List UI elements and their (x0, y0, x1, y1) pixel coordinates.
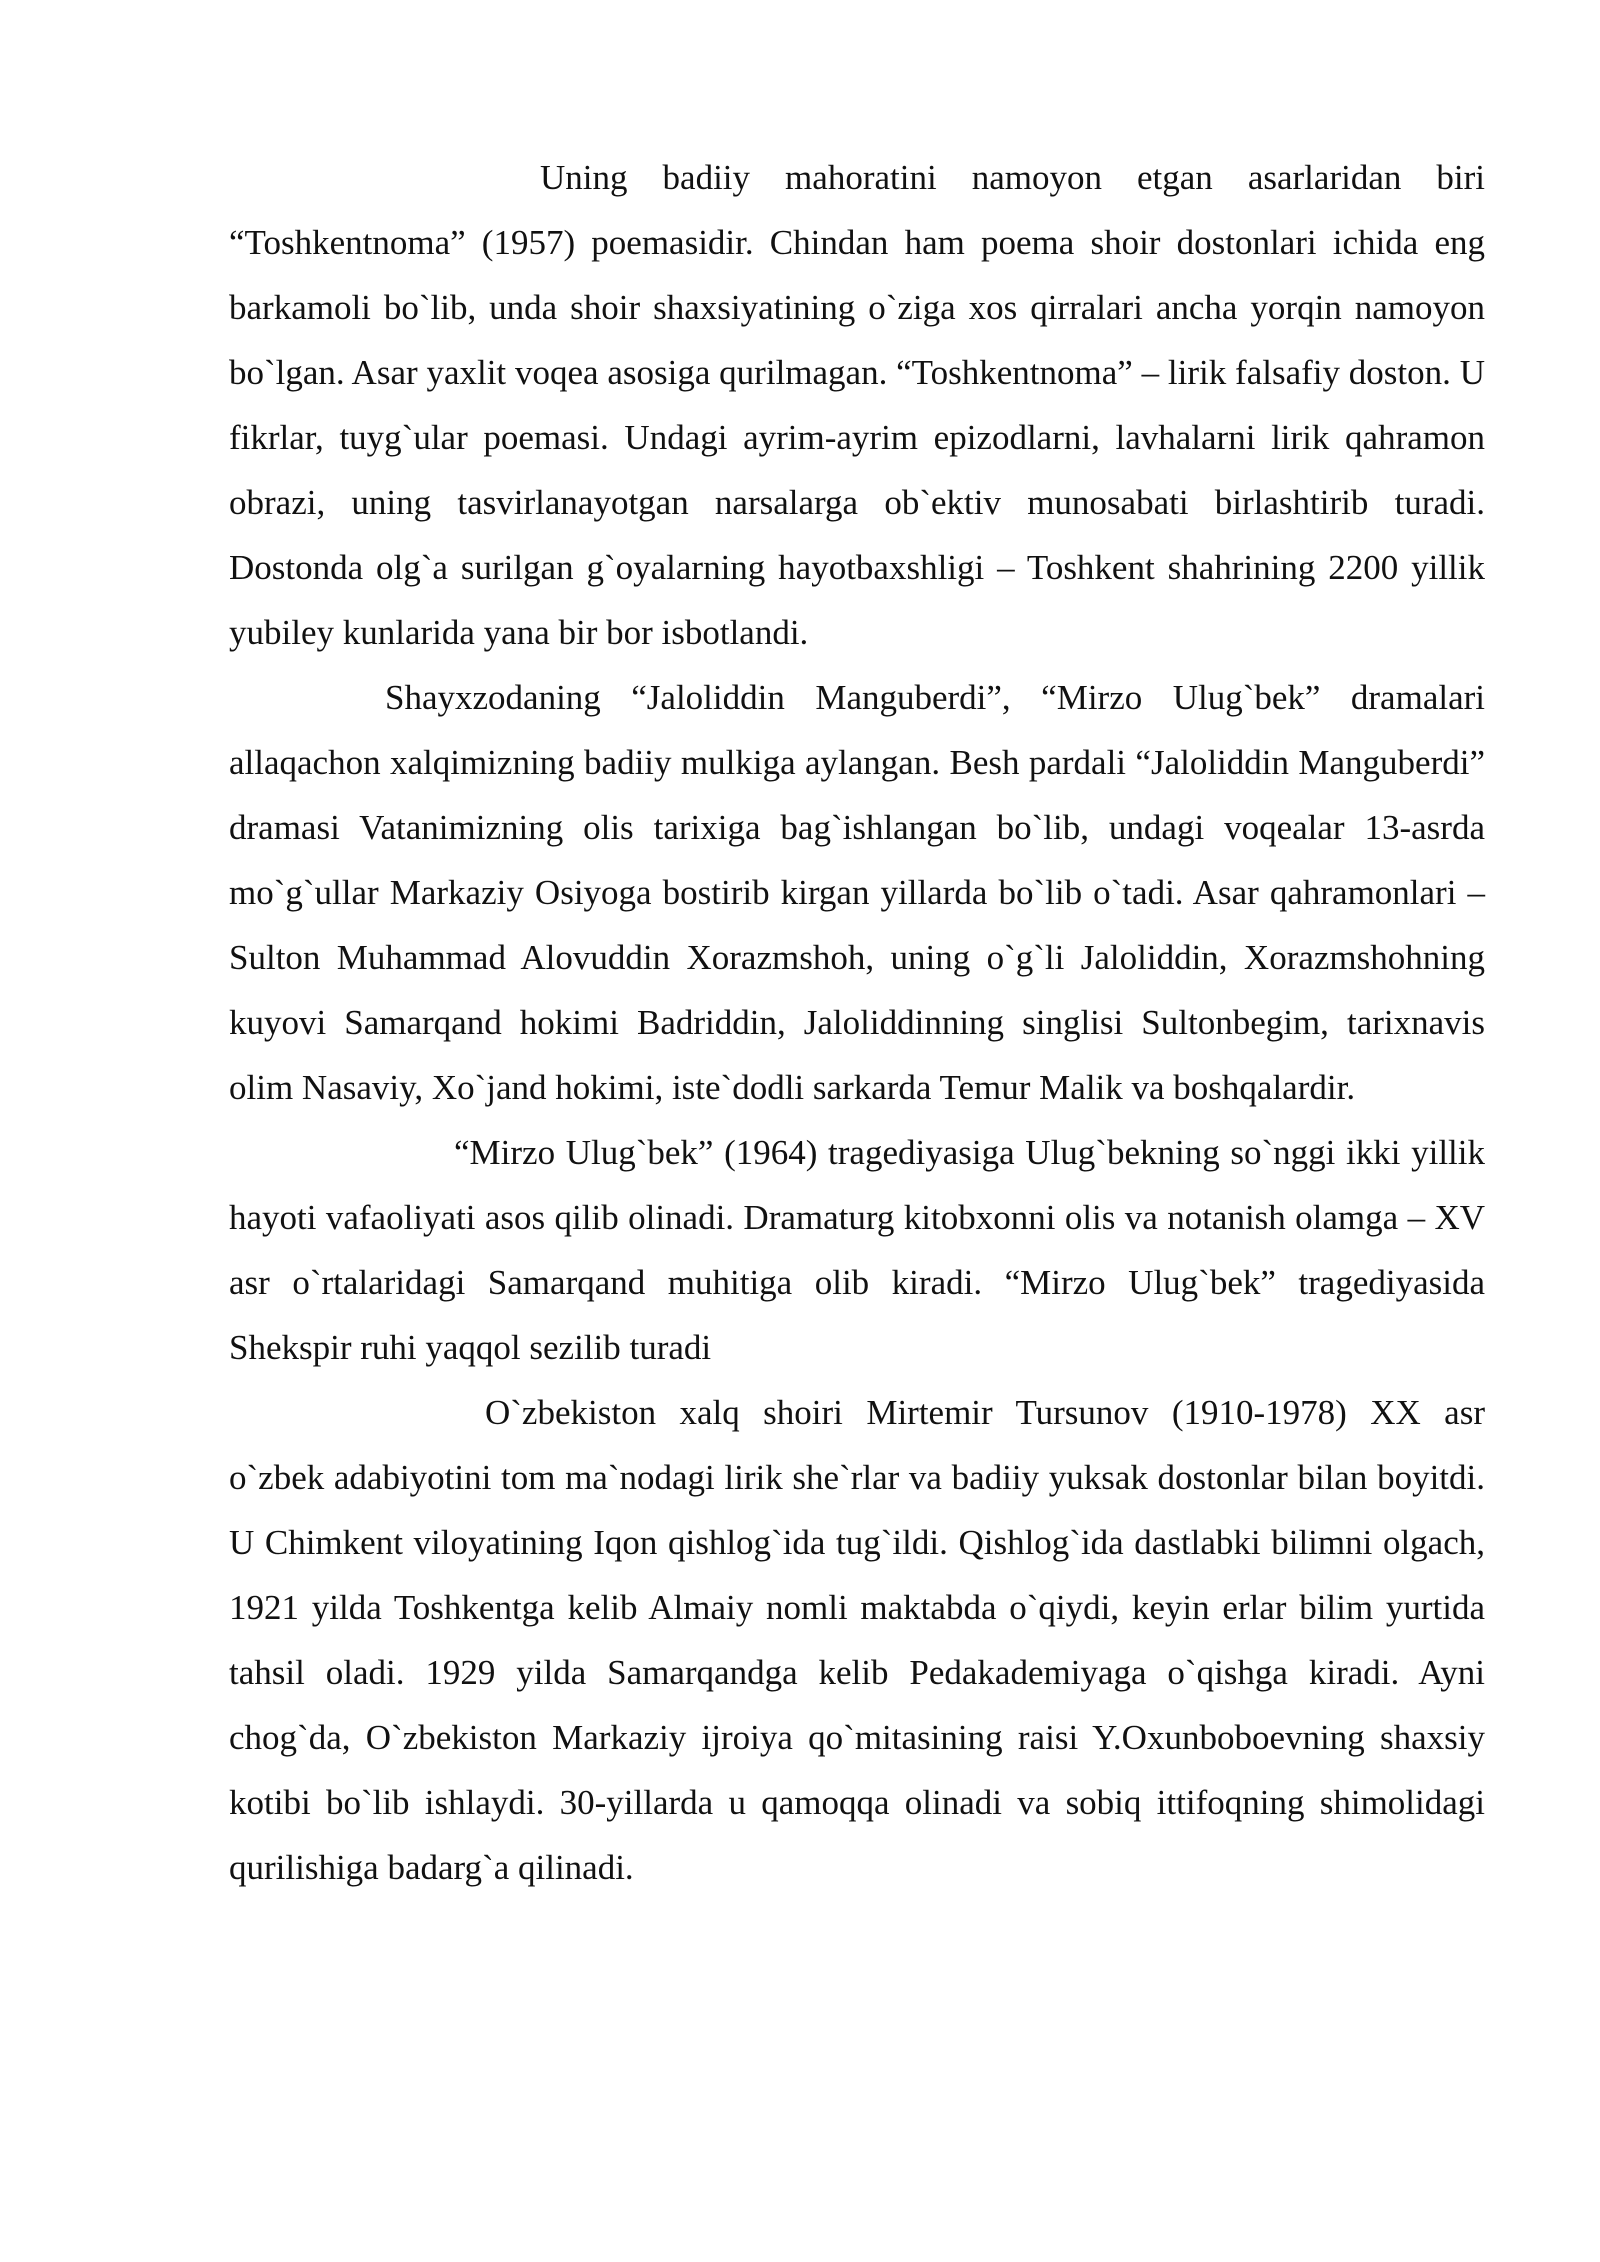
paragraph-toshkentnoma: Uning badiiy mahoratini namoyon etgan asarlaridan biri “Toshkentnoma” (1957) poemasidir. Chindan ham poema shoir dostonlari ichida eng barkamoli bo`lib, unda shoir shaxsiyatining o`ziga xos qirralari ancha yorqin namoyon bo`lgan. Asar yaxlit voqea asosiga qurilmagan. “Toshkentnoma” – lirik falsafiy doston. U fikrlar, tuyg`ular poemasi. Undagi ayrim-ayrim epizodlarni, lavhalarni lirik qahramon obrazi, uning tasvirlanayotgan narsalarga ob`ektiv munosabati birlashtirib turadi. Dostonda olg`a surilgan g`oyalarning hayotbaxshligi – Toshkent shahrining 2200 yillik yubiley kunlarida yana bir bor isbotlandi. (229, 158, 1485, 652)
paragraph-mirtemir: O`zbekiston xalq shoiri Mirtemir Tursunov (1910-1978) XX asr o`zbek adabiyotini tom ma`nodagi lirik she`rlar va badiiy yuksak dostonlar bilan boyitdi. U Chimkent viloyatining Iqon qishlog`ida tug`ildi. Qishlog`ida dastlabki bilimni olgach, 1921 yilda Toshkentga kelib Almaiy nomli maktabda o`qiydi, keyin erlar bilim yurtida tahsil oladi. 1929 yilda Samarqandga kelib Pedakademiyaga o`qishga kiradi. Ayni chog`da, O`zbekiston Markaziy ijroiya qo`mitasining raisi Y.Oxunboboevning shaxsiy kotibi bo`lib ishlaydi. 30-yillarda u qamoqqa olinadi va sobiq ittifoqning shimolidagi qurilishiga badarg`a qilinadi. (229, 1393, 1485, 1887)
paragraph-shayxzoda-dramas: Shayxzodaning “Jaloliddin Manguberdi”, “Mirzo Ulug`bek” dramalari allaqachon xalqimizning badiiy mulkiga aylangan. Besh pardali “Jaloliddin Manguberdi” dramasi Vatanimizning olis tarixiga bag`ishlangan bo`lib, undagi voqealar 13-asrda mo`g`ullar Markaziy Osiyoga bostirib kirgan yillarda bo`lib o`tadi. Asar qahramonlari – Sulton Muhammad Alovuddin Xorazmshoh, uning o`g`li Jaloliddin, Xorazmshohning kuyovi Samarqand hokimi Badriddin, Jaloliddinning singlisi Sultonbegim, tarixnavis olim Nasaviy, Xo`jand hokimi, iste`dodli sarkarda Temur Malik va boshqalardir. (229, 678, 1485, 1107)
paragraph-mirzo-ulugbek: “Mirzo Ulug`bek” (1964) tragediyasiga Ulug`bekning so`nggi ikki yillik hayoti vafaoliyati asos qilib olinadi. Dramaturg kitobxonni olis va notanish olamga – XV asr o`rtalaridagi Samarqand muhitiga olib kiradi. “Mirzo Ulug`bek” tragediyasida Shekspir ruhi yaqqol sezilib turadi (229, 1133, 1485, 1367)
body-text (229, 145, 1485, 1900)
